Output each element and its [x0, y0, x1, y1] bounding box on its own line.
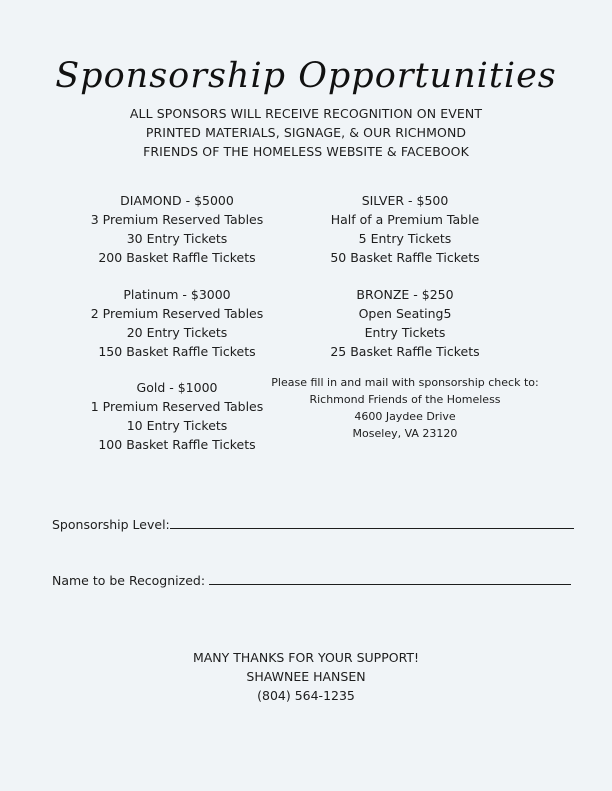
recognition-line: ALL SPONSORS WILL RECEIVE RECOGNITION ON EVENT [129, 106, 483, 121]
tier-benefit: 150 Basket Raffle Tickets [98, 344, 256, 359]
tier-benefit: 20 Entry Tickets [126, 325, 228, 340]
tier-heading: BRONZE - $250 [356, 287, 454, 302]
recognition-notice [0, 104, 612, 161]
tier-benefit: 5 Entry Tickets [358, 231, 452, 246]
tier-benefit: Half of a Premium Table [330, 212, 480, 227]
tier-benefit: 3 Premium Reserved Tables [90, 212, 264, 227]
tier-heading: Platinum - $3000 [123, 287, 231, 302]
tier-bronze [315, 285, 495, 361]
recognition-name-row [52, 572, 571, 588]
thanks-message: MANY THANKS FOR YOUR SUPPORT! [192, 650, 420, 665]
tier-benefit: Open Seating5 [358, 306, 452, 321]
sponsorship-level-blank[interactable] [170, 516, 574, 529]
tier-heading: DIAMOND - $5000 [120, 193, 234, 208]
tier-gold [87, 378, 267, 454]
mail-city: Moseley, VA 23120 [352, 427, 458, 440]
contact-name: SHAWNEE HANSEN [246, 669, 366, 684]
tier-benefit: 10 Entry Tickets [126, 418, 228, 433]
recognition-name-label: Name to be Recognized: [52, 573, 206, 588]
tier-diamond [87, 191, 267, 267]
tier-benefit: 30 Entry Tickets [126, 231, 228, 246]
tier-benefit: 200 Basket Raffle Tickets [98, 250, 256, 265]
sponsorship-level-row [52, 516, 574, 532]
tier-heading: SILVER - $500 [361, 193, 449, 208]
tier-benefit: 1 Premium Reserved Tables [90, 399, 264, 414]
recognition-name-blank[interactable] [209, 572, 571, 585]
thanks-block [0, 648, 612, 705]
tier-benefit: 100 Basket Raffle Tickets [98, 437, 256, 452]
tier-benefit: Entry Tickets [364, 325, 446, 340]
tier-benefit: 25 Basket Raffle Tickets [330, 344, 480, 359]
page-title: Sponsorship Opportunities [55, 56, 557, 96]
recognition-line: PRINTED MATERIALS, SIGNAGE, & OUR RICHMOND [145, 125, 467, 140]
mailing-instructions [270, 374, 540, 442]
tier-platinum [87, 285, 267, 361]
tier-silver [315, 191, 495, 267]
mail-street: 4600 Jaydee Drive [354, 410, 456, 423]
recognition-line: FRIENDS OF THE HOMELESS WEBSITE & FACEBOOK [143, 144, 469, 159]
mail-organization: Richmond Friends of the Homeless [309, 393, 501, 406]
tier-benefit: 50 Basket Raffle Tickets [330, 250, 480, 265]
mail-instruction: Please fill in and mail with sponsorship check to: [271, 376, 539, 389]
tier-heading: Gold - $1000 [136, 380, 218, 395]
tier-benefit: 2 Premium Reserved Tables [90, 306, 264, 321]
sponsorship-level-label: Sponsorship Level: [52, 517, 170, 532]
contact-phone: (804) 564-1235 [257, 688, 355, 703]
